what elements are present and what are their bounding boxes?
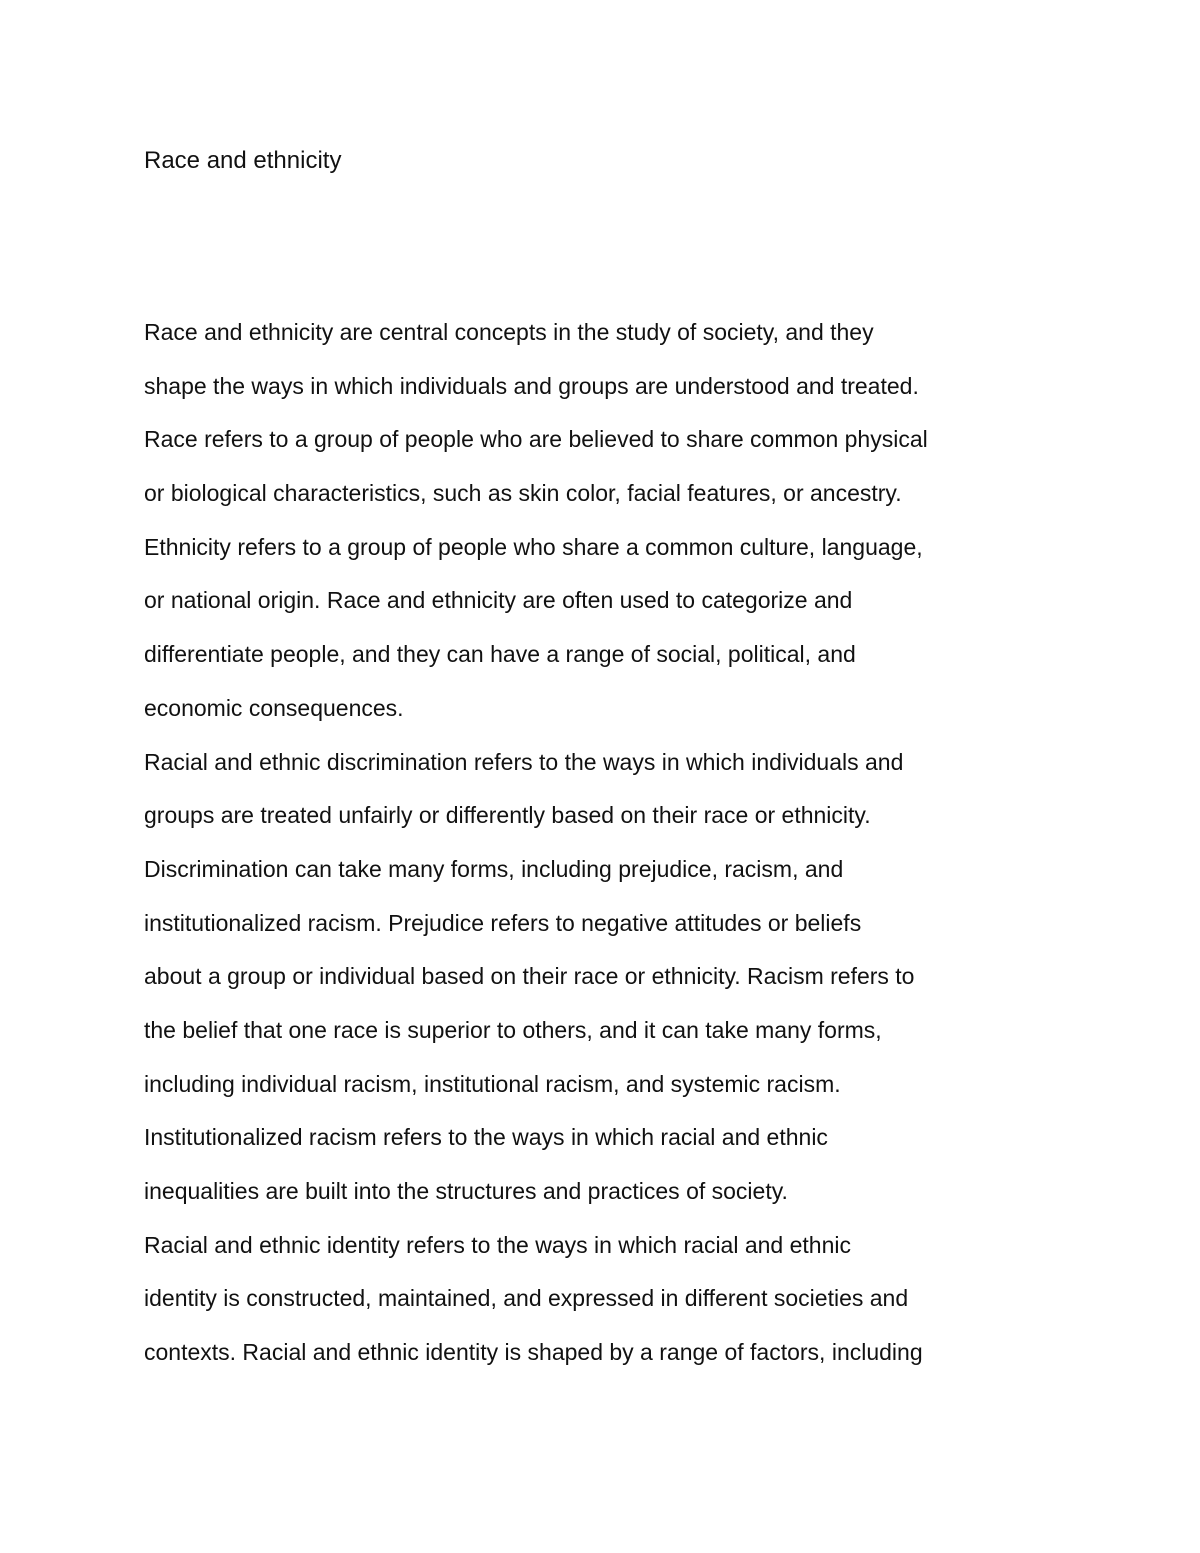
document-body <box>144 306 1104 1380</box>
text-line: Racial and ethnic discrimination refers to the ways in which individuals and <box>144 748 904 775</box>
text-line: or national origin. Race and ethnicity are often used to categorize and <box>144 587 853 614</box>
document-title: Race and ethnicity <box>144 147 342 174</box>
text-line: Race refers to a group of people who are believed to share common physical <box>144 426 928 453</box>
text-line: the belief that one race is superior to others, and it can take many forms, <box>144 1016 882 1043</box>
text-line: groups are treated unfairly or differently based on their race or ethnicity. <box>144 802 871 829</box>
text-line: Institutionalized racism refers to the ways in which racial and ethnic <box>144 1124 828 1151</box>
text-line: identity is constructed, maintained, and expressed in different societies and <box>144 1285 909 1312</box>
text-line: Race and ethnicity are central concepts in the study of society, and they <box>144 319 874 345</box>
text-line: Discrimination can take many forms, including prejudice, racism, and <box>144 855 844 882</box>
text-line: Racial and ethnic identity refers to the ways in which racial and ethnic <box>144 1231 851 1258</box>
text-line: institutionalized racism. Prejudice refers to negative attitudes or beliefs <box>144 909 862 936</box>
text-line: or biological characteristics, such as skin color, facial features, or ancestry. <box>144 480 902 507</box>
text-line: shape the ways in which individuals and groups are understood and treated. <box>144 372 919 399</box>
text-line: inequalities are built into the structures and practices of society. <box>144 1178 788 1204</box>
text-line: economic consequences. <box>144 694 404 721</box>
text-line: differentiate people, and they can have a range of social, political, and <box>144 641 856 668</box>
text-line: about a group or individual based on their race or ethnicity. Racism refers to <box>144 963 915 990</box>
text-line: including individual racism, institutional racism, and systemic racism. <box>144 1070 841 1097</box>
text-line: contexts. Racial and ethnic identity is shaped by a range of factors, including <box>144 1339 923 1366</box>
text-line: Ethnicity refers to a group of people who share a common culture, language, <box>144 533 923 560</box>
